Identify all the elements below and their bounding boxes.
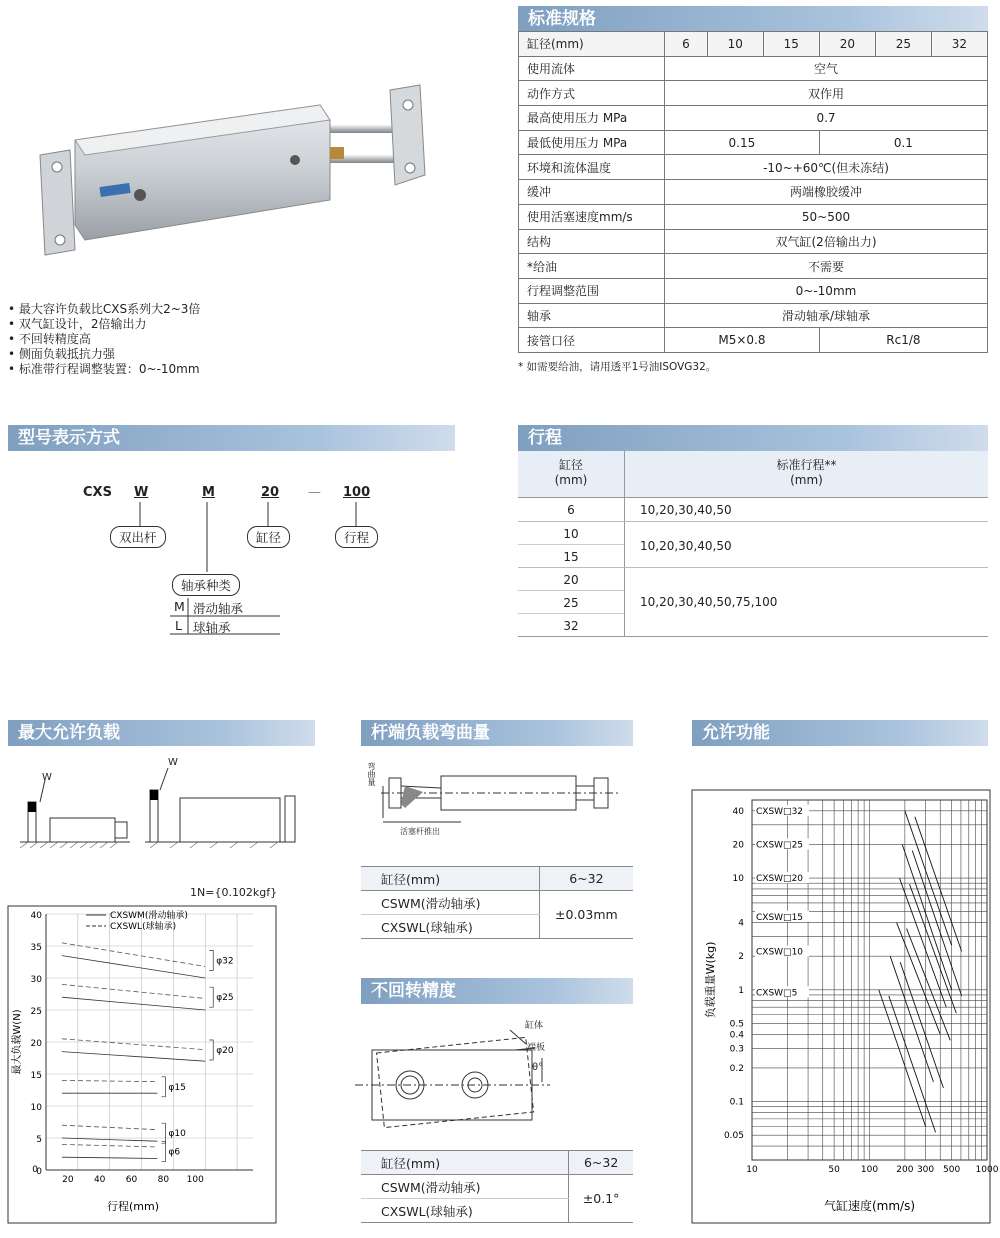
maxload-unit: 1N={0.102kgf} [190,886,278,899]
spec-label: 使用流体 [519,56,665,81]
func-chart [692,790,999,1225]
func-y-tick: 0.05 [723,1131,744,1142]
maxload-bore-label: φ32 [216,956,234,967]
stroke-head-bore [518,458,624,488]
spec-value: 空气 [665,56,988,81]
spec-value: 0.1 [819,130,987,155]
stroke-values: 10,20,30,40,50 [640,503,732,517]
spec-bore: 32 [931,32,987,57]
maxload-series-solid [62,1052,205,1062]
spec-label: 最高使用压力 MPa [519,106,665,131]
section-header-nonrot: 不回转精度 [361,978,633,1004]
maxload-x-tick: 20 [62,1175,74,1185]
nonrot-angle-label: θ° [532,1062,544,1073]
bending-cell: 缸径(mm) [361,867,539,891]
func-y-tick: 20 [732,840,744,851]
func-series-line [912,850,961,995]
spec-bore: 6 [665,32,708,57]
stroke-row-line [518,567,988,568]
maxload-y-tick: 40 [30,911,42,921]
maxload-ylabel: 最大负载W(N) [12,1009,23,1075]
func-series-label: CXSW□10 [756,947,804,958]
maxload-bracket [209,987,213,1007]
nonrot-cell: 6~32 [569,1151,633,1175]
stroke-head-bore-unit: (mm) [554,473,588,487]
feature-item: • 双气缸设计，2倍输出力 [8,317,147,331]
spec-label: 缓冲 [519,180,665,205]
maxload-bore-label: φ25 [216,993,234,1004]
func-ylabel: 负载重量W(kg) [704,941,717,1019]
spec-value: -10~+60℃(但未冻结) [665,155,988,180]
stroke-row-line [518,613,624,614]
spec-note: * 如需要给油，请用透平1号油ISOVG32。 [518,361,717,373]
func-series-label: CXSW□20 [756,874,804,885]
func-series-line [909,884,956,1013]
bending-table [361,866,633,939]
stroke-bore: 20 [563,573,579,587]
bearing-code-m: M [174,599,185,614]
func-y-tick: 0.1 [729,1097,744,1108]
func-x-tick: 50 [828,1165,840,1175]
func-y-tick: 10 [732,874,744,885]
stroke-bore: 10 [563,527,579,541]
func-y-tick: 0.5 [729,1019,744,1030]
nonrot-cell: 缸径(mm) [361,1151,569,1175]
maxload-series-dash [62,943,205,967]
bearing-name-l: 球轴承 [193,620,231,635]
func-x-tick: 500 [943,1165,961,1175]
func-x-tick: 100 [860,1165,879,1175]
func-y-tick: 0.3 [729,1044,744,1055]
maxload-bracket [161,1141,165,1161]
nonrot-diagram [350,1010,640,1140]
model-code-m: M [202,485,215,500]
nonrot-cell: CXSWL(球轴承) [361,1199,569,1223]
maxload-bore-label: φ15 [168,1082,186,1093]
bending-cell: ±0.03mm [539,891,633,939]
stroke-bore: 15 [563,550,579,564]
stroke-head-stroke [625,458,988,488]
func-series-label: CXSW□5 [756,988,798,999]
nonrot-plate-label: 端板 [527,1043,546,1053]
maxload-x-tick: 80 [157,1175,170,1185]
model-code-w: W [134,485,149,500]
maxload-bore-label: φ20 [216,1046,234,1056]
stroke-bore: 6 [567,503,575,517]
stroke-bottom-line [518,636,988,637]
stroke-row-line [518,521,988,522]
bending-amount-label: 弯曲量 [367,762,376,786]
func-series-line [897,923,941,1035]
maxload-x-tick: 60 [125,1175,138,1185]
stroke-head-bore-text: 缸径 [558,458,583,472]
func-y-tick: 0.4 [729,1030,744,1041]
spec-value: 双作用 [665,81,988,106]
spec-bore: 20 [819,32,875,57]
func-x-tick: 1000 [975,1165,999,1175]
bending-cell: 6~32 [539,867,633,891]
feature-item: • 标准带行程调整装置：0~-10mm [8,362,200,376]
spec-label: *给油 [519,254,665,279]
spec-bore: 10 [707,32,763,57]
maxload-series-solid [62,956,205,978]
spec-bore: 25 [875,32,931,57]
maxload-bracket [161,1077,165,1097]
func-y-tick: 4 [738,918,744,929]
stroke-head-stroke-unit: (mm) [790,473,823,487]
nonrot-table [361,1150,633,1223]
model-label-bore: 缸径 [247,526,290,548]
maxload-w-label-2: W [168,757,178,768]
section-header-spec: 标准规格 [518,6,988,32]
maxload-legend-dash: CXSWL(球轴承) [110,922,177,932]
spec-label: 动作方式 [519,81,665,106]
model-bearing-title: 轴承种类 [172,574,240,596]
func-series-label: CXSW□15 [756,912,804,923]
maxload-chart [8,900,278,1225]
func-series-label: CXSW□25 [756,840,804,851]
model-code-stroke: 100 [343,485,371,500]
func-x-tick: 300 [916,1165,935,1175]
spec-value: 0~-10mm [665,278,988,303]
func-series-line [915,817,962,952]
nonrot-body-label: 缸体 [525,1021,544,1031]
section-header-stroke: 行程 [518,425,988,451]
spec-bore-label: 缸径(mm) [519,32,665,57]
spec-label: 使用活塞速度mm/s [519,204,665,229]
func-y-tick: 2 [738,952,744,963]
maxload-bracket [161,1123,165,1143]
spec-value: 双气缸(2倍输出力) [665,229,988,254]
maxload-y-tick: 0 [36,1167,42,1177]
maxload-y-tick: 5 [36,1135,42,1145]
maxload-legend-solid: CXSWM(滑动轴承) [110,911,188,921]
maxload-series-solid [62,997,205,1010]
section-header-bending: 杆端负载弯曲量 [361,720,633,746]
func-y-tick: 40 [732,806,744,817]
maxload-series-dash [62,984,205,998]
spec-value: Rc1/8 [819,328,987,353]
spec-value: M5×0.8 [665,328,820,353]
bending-diagram [361,756,633,836]
spec-value: 两端橡胶缓冲 [665,180,988,205]
maxload-y-tick: 30 [30,975,42,985]
spec-value: 滑动轴承/球轴承 [665,303,988,328]
stroke-values: 10,20,30,40,50,75,100 [640,595,778,609]
model-code-series: CXS [83,485,112,500]
maxload-y-tick: 35 [30,943,42,953]
func-y-tick: 0.2 [729,1063,744,1074]
section-header-maxload: 最大允许负载 [8,720,315,746]
feature-item: • 不回转精度高 [8,332,91,346]
func-series-label: CXSW□32 [756,806,804,817]
spec-label: 结构 [519,229,665,254]
spec-label: 轴承 [519,303,665,328]
spec-label: 最低使用压力 MPa [519,130,665,155]
func-series-line [879,990,926,1127]
spec-value: 不需要 [665,254,988,279]
stroke-row-line [518,544,624,545]
maxload-y-tick: 15 [30,1071,42,1081]
spec-table [518,31,988,353]
bending-cell: CSWM(滑动轴承) [361,891,539,915]
maxload-y-tick: 25 [30,1007,42,1017]
bending-rod-label: 活塞杆推出 [400,827,440,836]
func-series-line [902,844,951,989]
spec-value: 0.15 [665,130,820,155]
maxload-series-dash [62,1039,205,1050]
section-header-func: 允许功能 [692,720,988,746]
func-series-line [899,878,946,1007]
maxload-xlabel: 行程(mm) [106,1200,160,1213]
model-code-bore: 20 [261,485,280,500]
section-header-model: 型号表示方式 [8,425,455,451]
func-series-line [889,996,936,1133]
feature-item: • 侧面负载抵抗力强 [8,347,115,361]
spec-value: 50~500 [665,204,988,229]
spec-label: 接管口径 [519,328,665,353]
spec-label: 环境和流体温度 [519,155,665,180]
stroke-head-stroke-text: 标准行程** [776,458,837,472]
maxload-bore-label: φ6 [168,1147,181,1158]
nonrot-cell: CSWM(滑动轴承) [361,1175,569,1199]
func-x-tick: 10 [746,1165,758,1175]
maxload-x-tick: 40 [93,1175,106,1185]
maxload-frame [8,906,276,1223]
func-xlabel: 气缸速度(mm/s) [823,1199,916,1213]
feature-item: • 最大容许负载比CXS系列大2~3倍 [8,302,201,316]
maxload-y-tick: 20 [30,1039,42,1049]
maxload-bracket [209,1040,213,1060]
maxload-bore-label: φ10 [168,1129,186,1140]
stroke-bore: 32 [563,619,579,633]
stroke-row-line [518,590,624,591]
model-label-double-rod: 双出杆 [110,526,166,548]
bearing-code-l: L [175,618,182,633]
maxload-x-tick: 100 [186,1175,204,1185]
maxload-diagram [10,760,310,855]
stroke-bore: 25 [563,596,579,610]
bearing-name-m: 滑动轴承 [193,601,244,616]
feature-list [8,302,200,377]
stroke-values: 10,20,30,40,50 [640,539,732,553]
spec-bore: 15 [763,32,819,57]
spec-label: 行程调整范围 [519,278,665,303]
nonrot-cell: ±0.1° [569,1175,633,1223]
maxload-w-label: W [42,772,52,783]
model-label-stroke: 行程 [335,526,378,548]
model-code-dash: — [308,485,321,500]
func-frame [692,790,990,1223]
maxload-bracket [209,950,213,970]
product-photo [30,80,440,270]
bending-cell: CXSWL(球轴承) [361,915,539,939]
spec-value: 0.7 [665,106,988,131]
maxload-origin: 0 [32,1165,38,1175]
func-x-tick: 200 [896,1165,914,1175]
func-y-tick: 1 [738,985,744,996]
maxload-y-tick: 10 [30,1103,42,1113]
